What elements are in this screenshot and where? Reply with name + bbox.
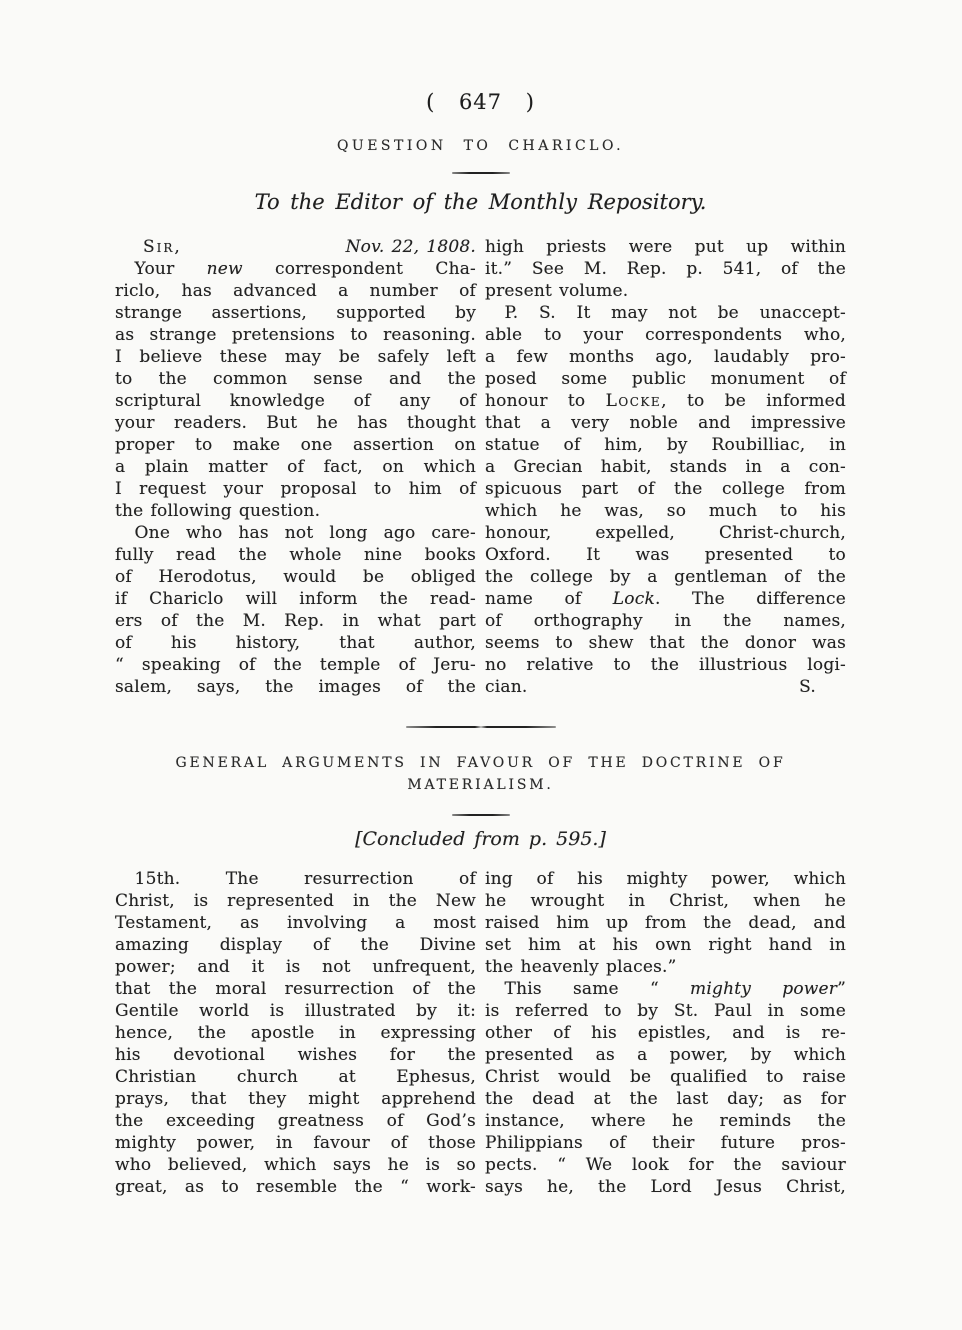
text-line: prays, that they might apprehend xyxy=(115,1089,476,1109)
text-line: no relative to the illustrious logi- xyxy=(485,655,846,675)
text-line: name of Lock. The difference xyxy=(485,589,846,609)
text-line: Christ, is represented in the New xyxy=(115,891,476,911)
text-line: of orthography in the names, xyxy=(485,611,846,631)
text-line: One who has not long ago care- xyxy=(134,523,476,543)
text-line: Your new correspondent Cha- xyxy=(134,259,476,279)
paragraph xyxy=(115,522,476,698)
text-line: raised him up from the dead, and xyxy=(485,913,846,933)
text-line: spicuous part of the college from xyxy=(485,479,846,499)
text-line: high priests were put up within xyxy=(485,237,846,257)
paragraph xyxy=(485,302,846,698)
article-2-title-line-1: GENERAL ARGUMENTS IN FAVOUR OF THE DOCTRINE OF xyxy=(175,755,786,771)
text-line: set him at his own right hand in xyxy=(485,935,846,955)
text-line: as strange pretensions to reasoning. xyxy=(115,325,476,345)
text-line: his devotional wishes for the xyxy=(115,1045,476,1065)
date: Nov. 22, 1808. xyxy=(345,237,476,257)
text-line: he wrought in Christ, when he xyxy=(485,891,846,911)
paragraph xyxy=(485,978,846,1198)
text-line: if Chariclo will inform the read- xyxy=(115,589,476,609)
text-line xyxy=(115,236,476,258)
text-line: is referred to by St. Paul in some xyxy=(485,1001,846,1021)
article-2-title xyxy=(115,752,846,796)
text-line: able to your correspondents who, xyxy=(485,325,846,345)
text-line: a Grecian habit, stands in a con- xyxy=(485,457,846,477)
text-line: seems to shew that the donor was xyxy=(485,633,846,653)
page-number: ( 647 ) xyxy=(426,90,535,114)
text-line: fully read the whole nine books xyxy=(115,545,476,565)
divider-rule xyxy=(452,814,510,816)
text-line: that a very noble and impressive xyxy=(485,413,846,433)
text-line: riclo, has advanced a number of xyxy=(115,281,476,301)
paragraph xyxy=(485,868,846,978)
text-line: I believe these may be safely left xyxy=(115,347,476,367)
text-line: P. S. It may not be unaccept- xyxy=(504,303,846,323)
text-line: statue of him, by Roubilliac, in xyxy=(485,435,846,455)
text-line: says he, the Lord Jesus Christ, xyxy=(485,1177,846,1197)
text-line: posed some public monument of xyxy=(485,369,846,389)
text-line: power; and it is not unfrequent, xyxy=(115,957,476,977)
article-1-title: QUESTION TO CHARICLO. xyxy=(336,138,625,154)
text-line: pects. “ We look for the saviour xyxy=(485,1155,846,1175)
text-line: presented as a power, by which xyxy=(485,1045,846,1065)
article-2-columns xyxy=(115,868,846,1198)
text-line: of his history, that author, xyxy=(115,633,476,653)
salutation: Sir, xyxy=(143,237,182,257)
article-2-right-column xyxy=(485,868,846,1198)
text-line: a plain matter of fact, on which xyxy=(115,457,476,477)
article-1-right-column xyxy=(485,236,846,698)
paragraph xyxy=(485,236,846,302)
text-line: scriptural knowledge of any of xyxy=(115,391,476,411)
text-line: Philippians of their future pros- xyxy=(485,1133,846,1153)
text-line: honour, expelled, Christ-church, xyxy=(485,523,846,543)
text-line: Gentile world is illustrated by it: xyxy=(115,1001,476,1021)
text-line: Christian church at Ephesus, xyxy=(115,1067,476,1087)
paragraph xyxy=(115,236,476,258)
text-line: which he was, so much to his xyxy=(485,501,846,521)
text-line: strange assertions, supported by xyxy=(115,303,476,323)
text-line: great, as to resemble the “ work- xyxy=(115,1177,476,1197)
text-line: a few months ago, laudably pro- xyxy=(485,347,846,367)
article-1-columns xyxy=(115,236,846,698)
text-line: the dead at the last day; as for xyxy=(485,1089,846,1109)
concluded-from-line: [Concluded from p. 595.] xyxy=(355,828,606,850)
section-divider-rule xyxy=(406,726,556,728)
text-line: honour to Locke, to be informed xyxy=(485,391,846,411)
text-line: Testament, as involving a most xyxy=(115,913,476,933)
text-line: your readers. But he has thought xyxy=(115,413,476,433)
text-line: the exceeding greatness of God’s xyxy=(115,1111,476,1131)
article-1-left-column xyxy=(115,236,476,698)
text-line: mighty power, in favour of those xyxy=(115,1133,476,1153)
text-line: This same “ mighty power” xyxy=(504,979,847,999)
text-line: cian. S. xyxy=(485,677,816,697)
text-line: Oxford. It was presented to xyxy=(485,545,846,565)
paragraph xyxy=(115,868,476,1198)
text-line: present volume. xyxy=(485,281,629,301)
text-line: the college by a gentleman of the xyxy=(485,567,846,587)
text-line: it.” See M. Rep. p. 541, of the xyxy=(485,259,846,279)
text-line: salem, says, the images of the xyxy=(115,677,476,697)
text-line: “ speaking of the temple of Jeru- xyxy=(115,655,476,675)
text-line: ing of his mighty power, which xyxy=(485,869,846,889)
text-line: 15th. The resurrection of xyxy=(134,869,476,889)
text-line: of Herodotus, would be obliged xyxy=(115,567,476,587)
text-line: other of his epistles, and is re- xyxy=(485,1023,846,1043)
text-line: instance, where he reminds the xyxy=(485,1111,846,1131)
article-2-title-line-2: MATERIALISM. xyxy=(407,777,554,793)
editor-address-line: To the Editor of the Monthly Repository. xyxy=(254,190,707,214)
text-line: Christ would be qualified to raise xyxy=(485,1067,846,1087)
article-2-left-column xyxy=(115,868,476,1198)
signature: S. xyxy=(799,677,816,697)
divider-rule xyxy=(452,172,510,174)
text-line: who believed, which says he is so xyxy=(115,1155,476,1175)
text-line: proper to make one assertion on xyxy=(115,435,476,455)
text-line: I request your proposal to him of xyxy=(115,479,476,499)
text-line: the following question. xyxy=(115,501,321,521)
text-line: amazing display of the Divine xyxy=(115,935,476,955)
text-line: to the common sense and the xyxy=(115,369,476,389)
paragraph xyxy=(115,258,476,522)
text-line: that the moral resurrection of the xyxy=(115,979,476,999)
text-line: ers of the M. Rep. in what part xyxy=(115,611,476,631)
text-line: hence, the apostle in expressing xyxy=(115,1023,476,1043)
text-line: the heavenly places.” xyxy=(485,957,677,977)
